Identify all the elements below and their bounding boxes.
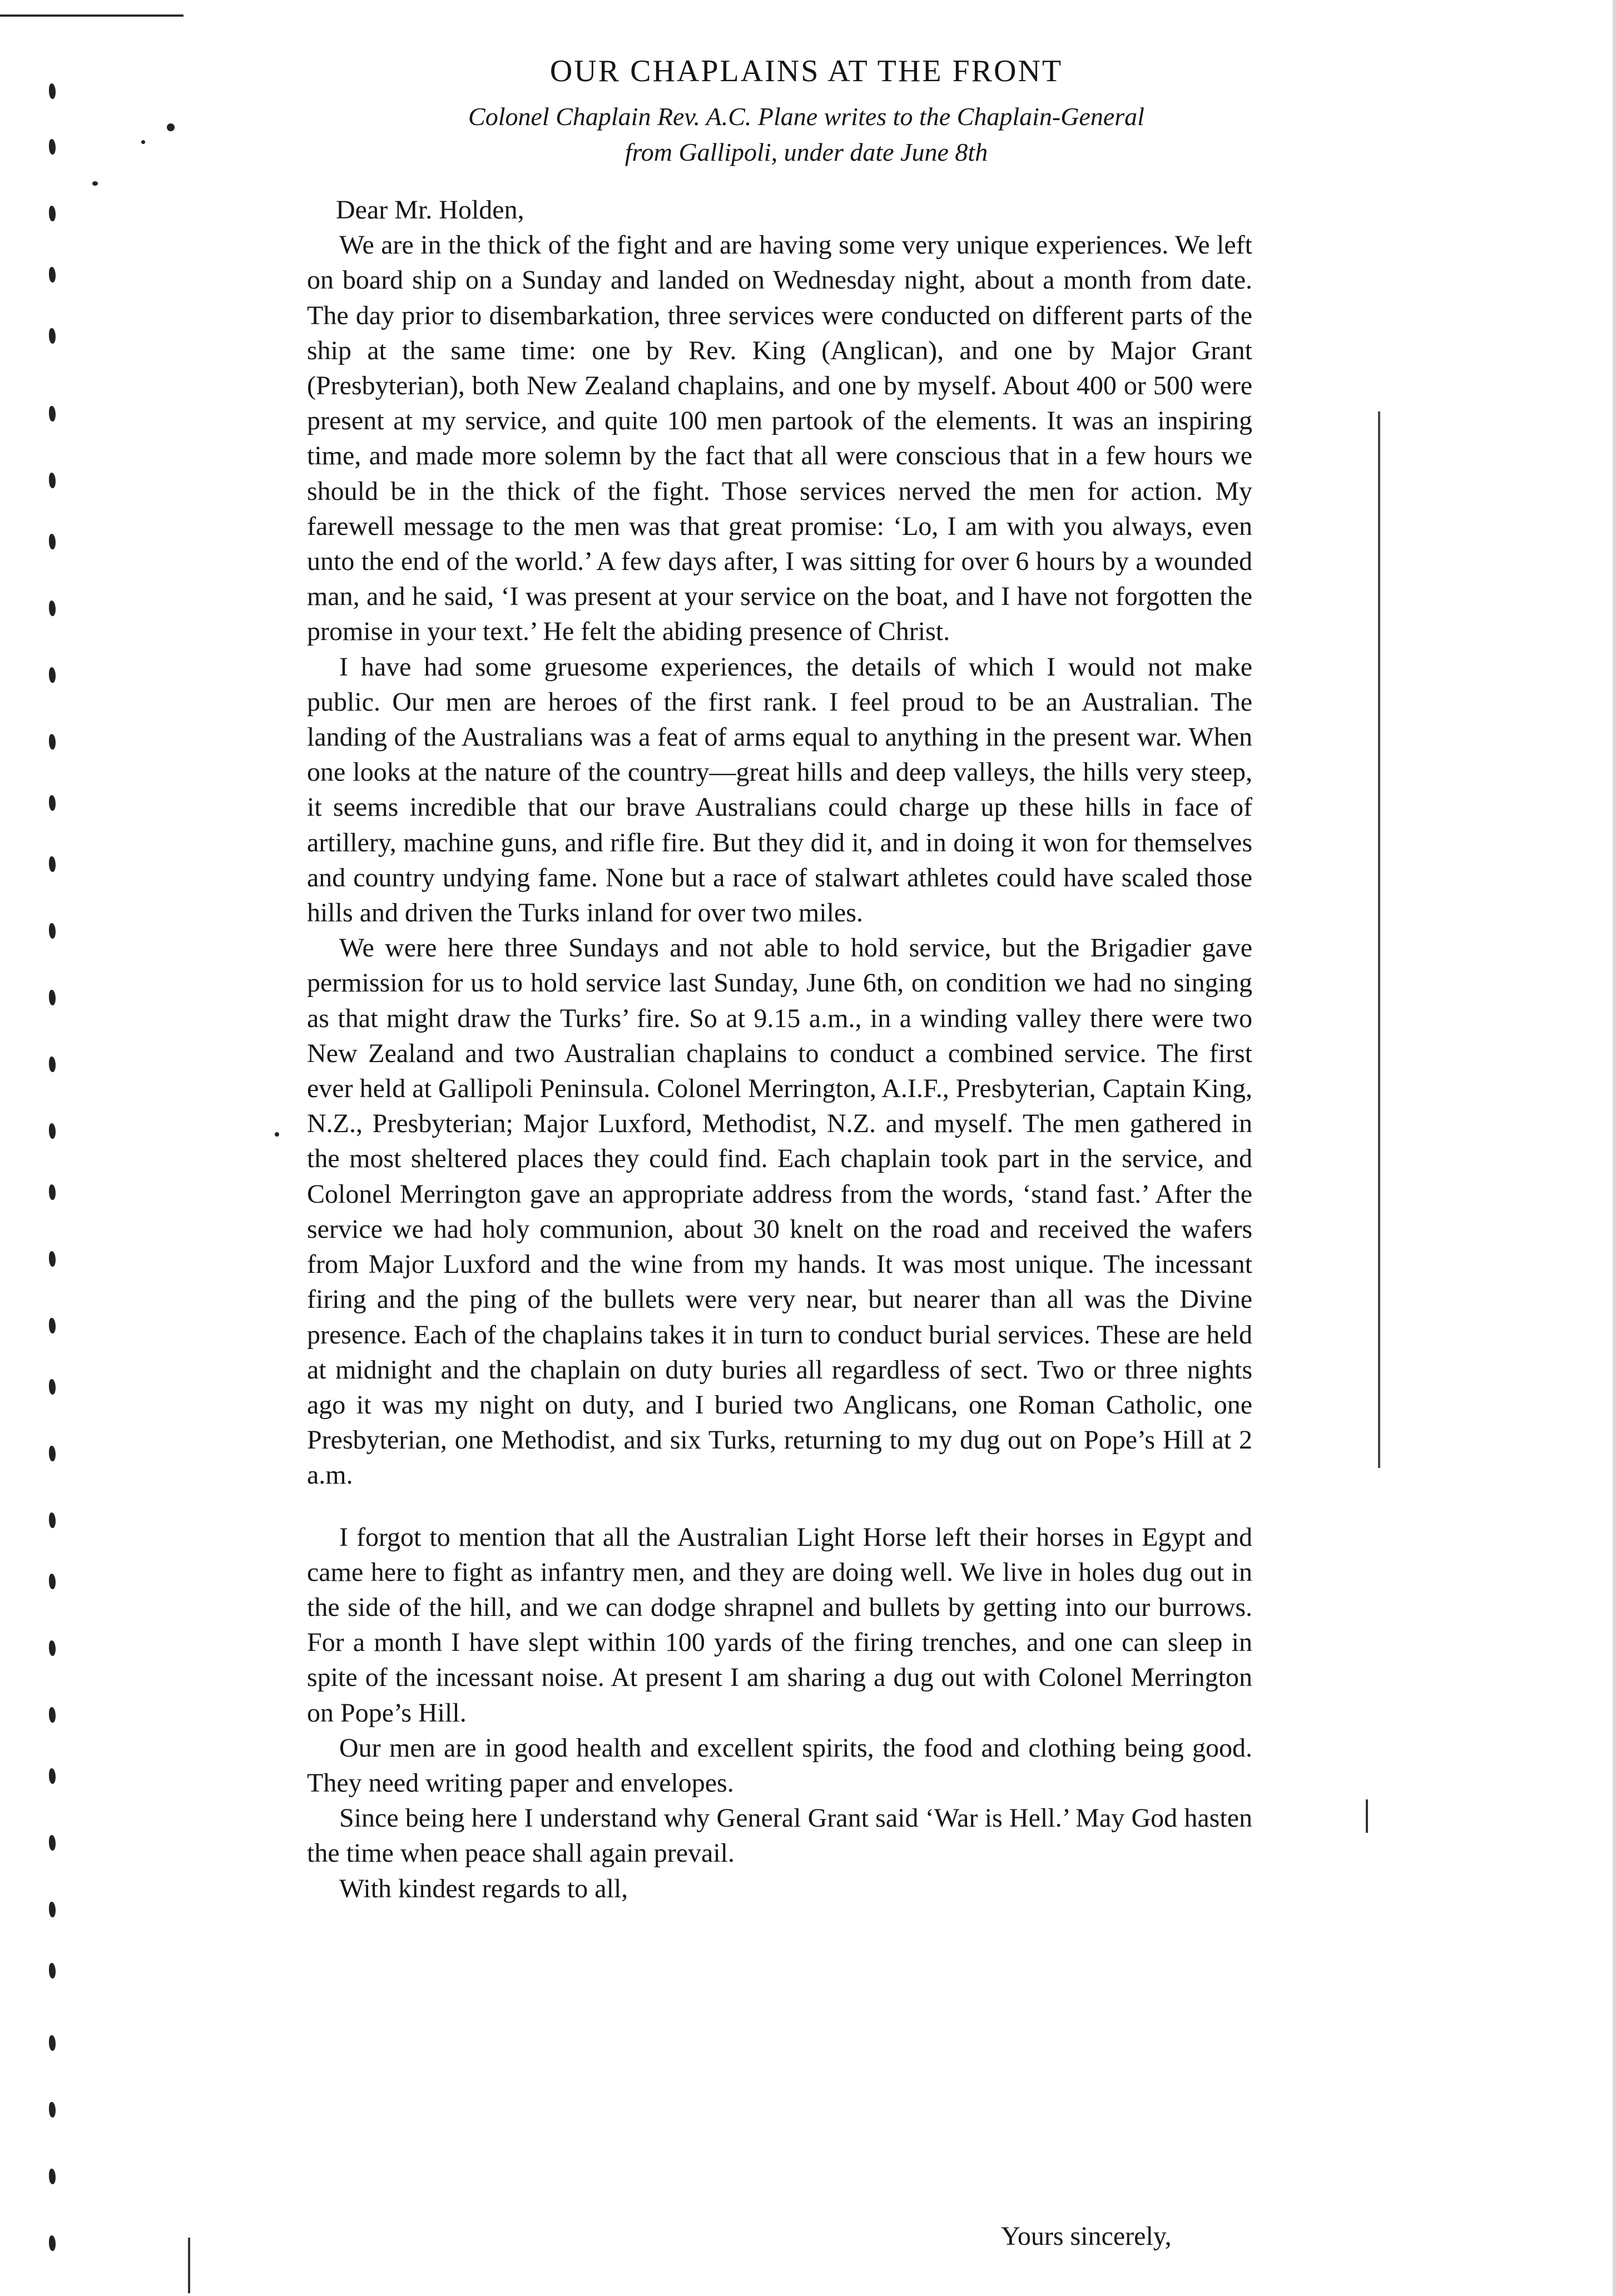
binding-mark: [49, 1707, 56, 1723]
paragraph: I have had some gruesome experiences, the details of which I would not make public. Our men are heroes of the first rank. I feel proud to be an Australian. The landing of the Australians was a feat of arms equal to anything in the present war. When one looks at the nature of the country—great hills and deep valleys, the hills very steep, it seems incredible that our brave Australians could charge up these hills in face of artillery, machine guns, and rifle fire. But they did it, and in doing it won for themselves and country undying fame. None but a race of stalwart athletes could have scaled those hills and driven the Turks inland for over two miles.: [307, 652, 1252, 928]
binding-holes: [0, 0, 61, 2296]
subtitle-line: from Gallipoli, under date June 8th: [624, 138, 988, 166]
binding-mark: [49, 1574, 56, 1589]
binding-mark: [49, 83, 56, 99]
binding-mark: [49, 1513, 56, 1528]
binding-mark: [49, 139, 56, 155]
binding-mark: [49, 2235, 56, 2251]
binding-mark: [49, 1446, 56, 1461]
margin-rule: [188, 2238, 190, 2293]
closing-line: With kindest regards to all,: [339, 1873, 628, 1903]
ink-speck: [275, 1132, 279, 1137]
paragraph: Since being here I understand why General Grant said ‘War is Hell.’ May God hasten the time when peace shall again prevail.: [307, 1803, 1252, 1868]
binding-mark: [49, 534, 56, 549]
binding-mark: [49, 1184, 56, 1200]
subtitle: [311, 99, 1301, 170]
page-edge: [1613, 0, 1616, 2296]
ink-speck: [141, 140, 145, 144]
binding-mark: [49, 1318, 56, 1333]
salutation: Dear Mr. Holden,: [336, 195, 524, 225]
binding-mark: [49, 734, 56, 750]
binding-mark: [49, 2102, 56, 2118]
binding-mark: [49, 795, 56, 811]
binding-mark: [49, 1768, 56, 1784]
binding-mark: [49, 328, 56, 344]
paragraph: We were here three Sundays and not able to hold service, but the Brigadier gave permission for us to hold service last Sunday, June 6th, on condition we had no singing as that might draw the Turks’ fire. So at 9.15 a.m., in a winding valley there were two New Zealand and two Australian chaplains to conduct a combined service. The first ever held at Gallipoli Peninsula. Colonel Merrington, A.I.F., Presbyterian, Captain King, N.Z., Presbyterian; Major Luxford, Methodist, N.Z. and myself. The men gathered in the most sheltered places they could find. Each chaplain took part in the service, and Colonel Merrington gave an appropriate address from the words, ‘stand fast.’ After the service we had holy communion, about 30 knelt on the road and received the wafers from Major Luxford and the wine from my hands. It was most unique. The incessant firing and the ping of the bullets were very near, but nearer than all was the Divine presence. Each of the chaplains takes it in turn to conduct burial services. These are held at midnight and the chaplain on duty buries all regardless of sect. Two or three nights ago it was my night on duty, and I buried two Anglicans, one Roman Catholic, one Presbyterian, one Methodist, and six Turks, returning to my dug out on Pope’s Hill at 2 a.m.: [307, 933, 1252, 1490]
binding-mark: [49, 206, 56, 221]
margin-rule: [1366, 1799, 1368, 1833]
binding-mark: [49, 990, 56, 1005]
paragraph: Our men are in good health and excellent spirits, the food and clothing being good. They need writing paper and envelopes.: [307, 1733, 1252, 1798]
binding-mark: [49, 601, 56, 616]
paragraph: We are in the thick of the fight and are having some very unique experiences. We left on board ship on a Sunday and landed on Wednesday night, about a month from date. The day prior to disembarkation, three services were conducted on different parts of the ship at the same time: one by Rev. King (Anglican), and one by Major Grant (Presbyterian), both New Zealand chaplains, and one by myself. About 400 or 500 were present at my service, and quite 100 men partook of the elements. It was an inspiring time, and made more solemn by the fact that all were conscious that in a few hours we should be in the thick of the fight. Those services nerved the men for action. My farewell message to the men was that great promise: ‘Lo, I am with you always, even unto the end of the world.’ A few days after, I was sitting for over 6 hours by a wounded man, and he said, ‘I was present at your service on the boat, and I have not forgotten the promise in your text.’ He felt the abiding presence of Christ.: [307, 230, 1252, 647]
binding-mark: [49, 1251, 56, 1267]
binding-mark: [49, 1835, 56, 1851]
ink-speck: [92, 181, 98, 186]
binding-mark: [49, 2035, 56, 2051]
binding-mark: [49, 1123, 56, 1139]
subtitle-line: Colonel Chaplain Rev. A.C. Plane writes to the Chaplain-General: [468, 102, 1144, 131]
binding-mark: [49, 406, 56, 421]
binding-mark: [49, 2169, 56, 2184]
binding-mark: [49, 267, 56, 282]
binding-mark: [49, 1963, 56, 1978]
binding-mark: [49, 1379, 56, 1395]
binding-mark: [49, 1640, 56, 1656]
margin-rule: [1378, 411, 1380, 1468]
binding-mark: [49, 923, 56, 939]
letter-body: [307, 192, 1252, 1906]
page-title: OUR CHAPLAINS AT THE FRONT: [549, 54, 1063, 88]
binding-mark: [49, 473, 56, 488]
ink-speck: [167, 123, 175, 131]
binding-mark: [49, 667, 56, 683]
binding-mark: [49, 856, 56, 872]
binding-mark: [49, 1057, 56, 1072]
binding-mark: [49, 1902, 56, 1917]
signoff: Yours sincerely,: [1001, 2221, 1172, 2251]
paragraph: I forgot to mention that all the Australian Light Horse left their horses in Egypt and came here to fight as infantry men, and they are doing well. We live in holes dug out in the side of the hill, and we can dodge shrapnel and bullets by getting into our burrows. For a month I have slept within 100 yards of the firing trenches, and one can sleep in spite of the incessant noise. At present I am sharing a dug out with Colonel Merrington on Pope’s Hill.: [307, 1522, 1252, 1728]
